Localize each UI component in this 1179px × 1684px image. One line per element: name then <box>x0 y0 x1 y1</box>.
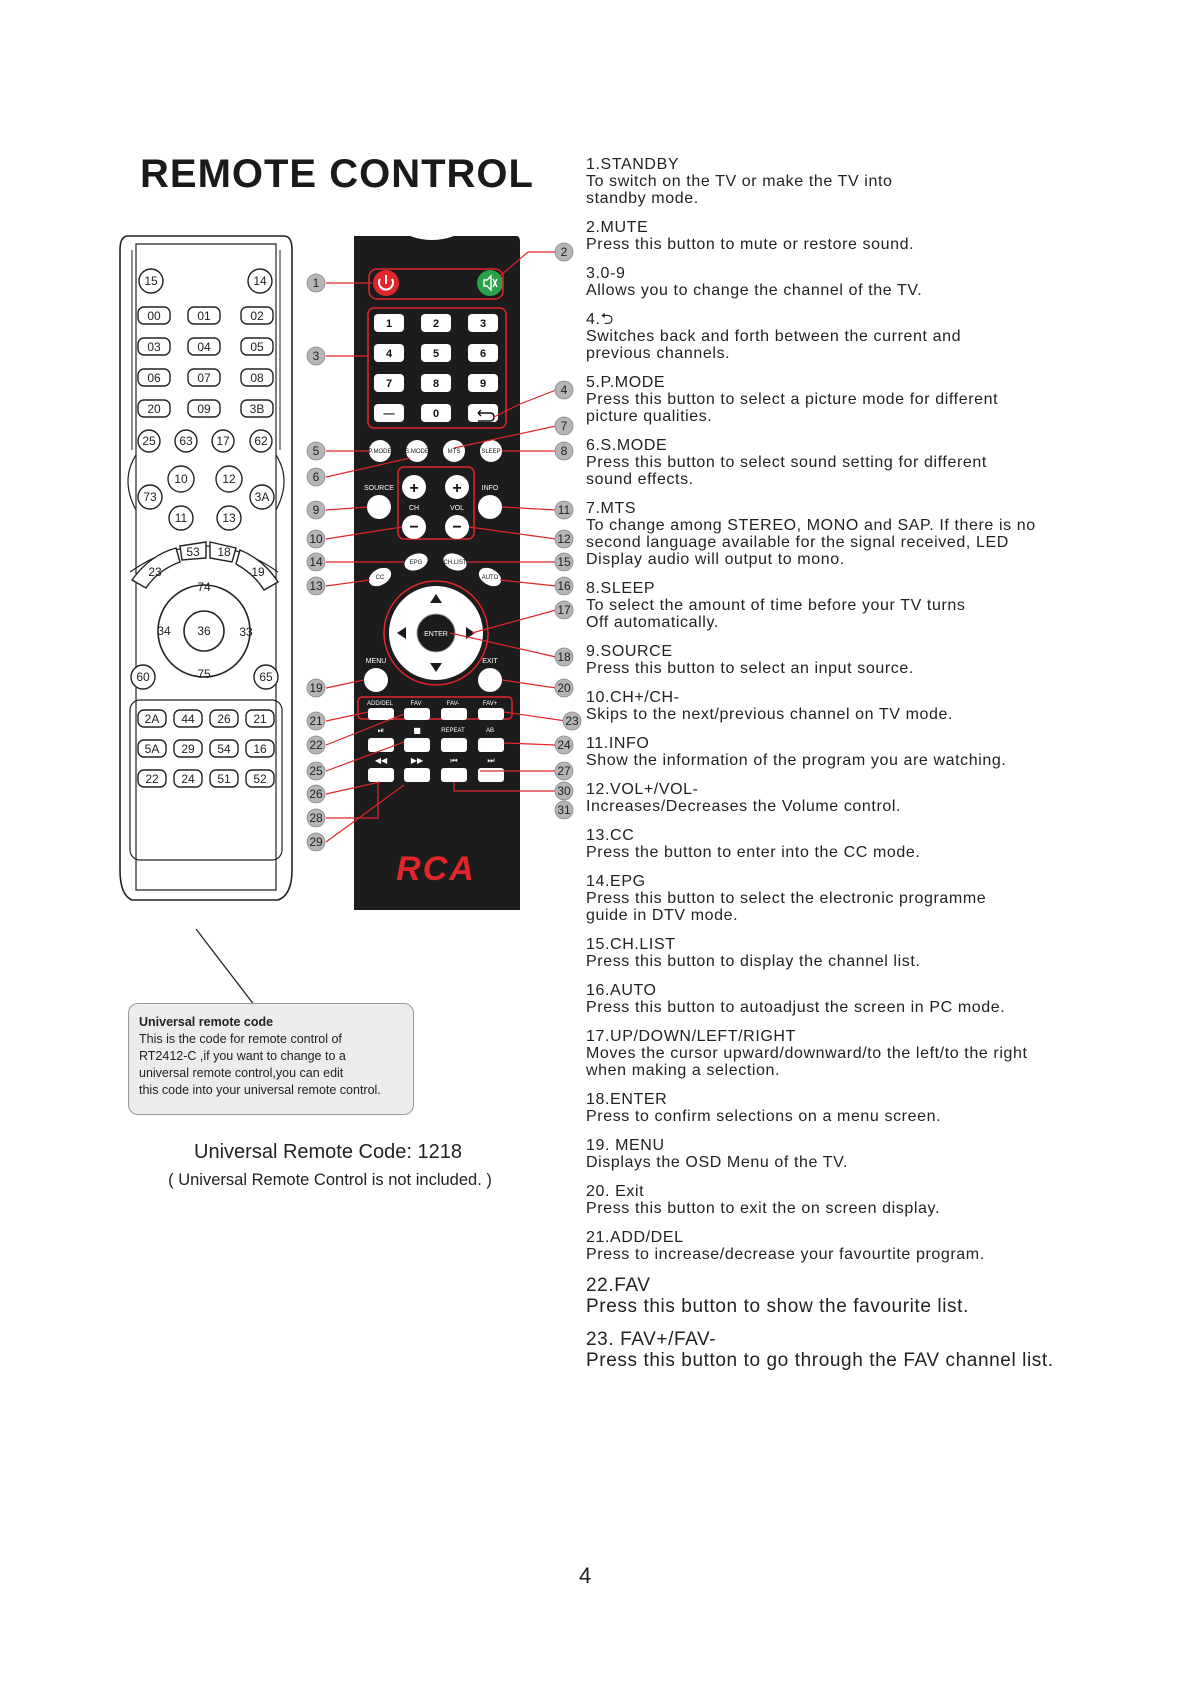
svg-text:73: 73 <box>143 490 157 504</box>
universal-code-box <box>128 1003 414 1115</box>
description-text: standby mode. <box>586 190 699 207</box>
svg-text:6: 6 <box>479 348 487 360</box>
description-item <box>586 1275 1106 1317</box>
description-title: 8.SLEEP <box>586 580 656 597</box>
svg-text:29: 29 <box>181 742 195 756</box>
description-text: Press this button to select the electronic programme <box>586 890 987 907</box>
svg-text:7: 7 <box>385 378 393 390</box>
svg-text:14: 14 <box>253 274 267 288</box>
svg-text:SOURCE: SOURCE <box>364 485 394 492</box>
svg-text:14: 14 <box>309 555 323 569</box>
svg-text:19: 19 <box>251 565 265 579</box>
description-title: 19. MENU <box>586 1137 665 1154</box>
description-text: Skips to the next/previous channel on TV mode. <box>586 706 954 723</box>
svg-text:9: 9 <box>312 503 320 517</box>
svg-text:10: 10 <box>174 472 188 486</box>
description-item <box>586 437 1106 488</box>
svg-text:−: − <box>409 519 419 536</box>
svg-text:4: 4 <box>560 383 568 397</box>
description-text: Press to confirm selections on a menu screen. <box>586 1108 942 1125</box>
universal-code-line: this code into your universal remote control. <box>139 1083 381 1097</box>
description-title: 1.STANDBY <box>586 156 680 173</box>
brand-logo: RCA <box>396 850 476 888</box>
svg-text:15: 15 <box>557 555 571 569</box>
description-text: previous channels. <box>586 345 731 362</box>
svg-text:3B: 3B <box>249 402 265 416</box>
svg-text:24: 24 <box>557 738 571 752</box>
svg-text:+: + <box>452 480 462 497</box>
svg-text:25: 25 <box>142 434 156 448</box>
description-item <box>586 580 1106 631</box>
description-item <box>586 1329 1106 1371</box>
svg-text:21: 21 <box>309 714 323 728</box>
svg-text:08: 08 <box>250 371 264 385</box>
description-item <box>586 827 1106 861</box>
svg-text:CC: CC <box>375 575 385 581</box>
description-text: Press this button to exit the on screen display. <box>586 1200 941 1217</box>
description-text: Press this button to select a picture mode for different <box>586 391 999 408</box>
description-title: 2.MUTE <box>586 219 649 236</box>
description-text: Press the button to enter into the CC mode. <box>586 844 921 861</box>
svg-text:26: 26 <box>217 712 231 726</box>
description-item <box>586 936 1106 970</box>
svg-text:23: 23 <box>565 714 579 728</box>
description-title: 4.⮌ <box>586 311 614 328</box>
svg-text:54: 54 <box>217 742 231 756</box>
description-title: 9.SOURCE <box>586 643 673 660</box>
svg-text:8: 8 <box>432 378 440 390</box>
description-item <box>586 1229 1106 1263</box>
svg-text:10: 10 <box>309 532 323 546</box>
description-text: Allows you to change the channel of the TV. <box>586 282 923 299</box>
description-title: 17.UP/DOWN/LEFT/RIGHT <box>586 1028 796 1045</box>
svg-text:17: 17 <box>216 434 230 448</box>
svg-text:S.MODE: S.MODE <box>405 449 429 455</box>
svg-text:65: 65 <box>259 670 273 684</box>
svg-text:03: 03 <box>147 340 161 354</box>
svg-text:5: 5 <box>432 348 440 360</box>
svg-text:18: 18 <box>217 545 231 559</box>
svg-text:13: 13 <box>309 579 323 593</box>
svg-text:AUTO: AUTO <box>481 575 499 581</box>
description-item <box>586 689 1106 723</box>
svg-text:74: 74 <box>197 580 211 594</box>
page-title: REMOTE CONTROL <box>140 152 534 196</box>
description-text: Moves the cursor upward/downward/to the left/to the right <box>586 1045 1028 1062</box>
description-title: 12.VOL+/VOL- <box>586 781 699 798</box>
page-number: 4 <box>579 1563 592 1588</box>
svg-text:FAV: FAV <box>410 701 422 707</box>
svg-text:34: 34 <box>157 624 171 638</box>
description-text: Switches back and forth between the current and <box>586 328 962 345</box>
svg-text:2: 2 <box>560 245 568 259</box>
svg-text:CH.LIST: CH.LIST <box>443 560 467 566</box>
svg-text:29: 29 <box>309 835 323 849</box>
description-title: 18.ENTER <box>586 1091 668 1108</box>
universal-code-line: RT2412-C ,if you want to change to a <box>139 1049 346 1063</box>
description-title: 21.ADD/DEL <box>586 1229 684 1246</box>
svg-text:02: 02 <box>250 309 264 323</box>
description-text: To change among STEREO, MONO and SAP. If there is no <box>586 517 1036 534</box>
description-item <box>586 1183 1106 1217</box>
svg-text:FAV-: FAV- <box>446 701 460 707</box>
description-item <box>586 311 1106 362</box>
description-item <box>586 500 1106 568</box>
svg-text:44: 44 <box>181 712 195 726</box>
description-title: 23. FAV+/FAV- <box>586 1329 717 1350</box>
description-text: To select the amount of time before your TV turns <box>586 597 966 614</box>
svg-text:16: 16 <box>253 742 267 756</box>
description-item <box>586 873 1106 924</box>
svg-text:INFO: INFO <box>481 485 499 492</box>
svg-text:—: — <box>383 408 395 420</box>
svg-text:11: 11 <box>557 503 571 517</box>
description-text: Press this button to select an input source. <box>586 660 914 677</box>
description-title: 22.FAV <box>586 1275 651 1296</box>
svg-text:52: 52 <box>253 772 267 786</box>
description-title: 6.S.MODE <box>586 437 668 454</box>
svg-text:09: 09 <box>197 402 211 416</box>
svg-text:62: 62 <box>254 434 268 448</box>
svg-text:20: 20 <box>557 681 571 695</box>
svg-text:2: 2 <box>432 318 440 330</box>
description-text: guide in DTV mode. <box>586 907 739 924</box>
svg-text:21: 21 <box>253 712 267 726</box>
universal-remote-note: ( Universal Remote Control is not included. ) <box>168 1171 492 1189</box>
svg-text:00: 00 <box>147 309 161 323</box>
svg-text:−: − <box>452 519 462 536</box>
svg-text:05: 05 <box>250 340 264 354</box>
svg-text:16: 16 <box>557 579 571 593</box>
description-title: 15.CH.LIST <box>586 936 676 953</box>
svg-text:20: 20 <box>147 402 161 416</box>
button-descriptions <box>586 156 1106 1383</box>
description-item <box>586 265 1106 299</box>
svg-text:8: 8 <box>560 444 568 458</box>
description-item <box>586 982 1106 1016</box>
description-text: Press this button to show the favourite list. <box>586 1296 969 1317</box>
description-text: sound effects. <box>586 471 694 488</box>
svg-text:60: 60 <box>136 670 150 684</box>
svg-text:MENU: MENU <box>365 658 387 665</box>
description-title: 14.EPG <box>586 873 646 890</box>
description-text: Press this button to go through the FAV channel list. <box>586 1350 1054 1371</box>
svg-text:12: 12 <box>557 532 571 546</box>
svg-text:P.MODE: P.MODE <box>368 449 392 455</box>
svg-text:◀◀: ◀◀ <box>374 756 388 765</box>
svg-text:⏮: ⏮ <box>450 756 458 765</box>
svg-text:63: 63 <box>179 434 193 448</box>
svg-text:FAV+: FAV+ <box>482 701 498 707</box>
svg-text:SLEEP: SLEEP <box>481 449 501 455</box>
svg-text:25: 25 <box>309 764 323 778</box>
svg-text:2A: 2A <box>144 712 160 726</box>
description-item <box>586 643 1106 677</box>
description-item <box>586 781 1106 815</box>
universal-remote-code: Universal Remote Code: 1218 <box>194 1141 462 1163</box>
svg-text:19: 19 <box>309 681 323 695</box>
description-title: 13.CC <box>586 827 635 844</box>
description-text: To switch on the TV or make the TV into <box>586 173 893 190</box>
svg-text:33: 33 <box>239 625 253 639</box>
description-item <box>586 1091 1106 1125</box>
mute-button[interactable] <box>477 270 503 296</box>
description-item <box>586 735 1106 769</box>
description-text: Press this button to mute or restore sound. <box>586 236 915 253</box>
description-text: Show the information of the program you are watching. <box>586 752 1007 769</box>
svg-text:07: 07 <box>197 371 211 385</box>
svg-text:18: 18 <box>557 650 571 664</box>
svg-text:ENTER: ENTER <box>424 631 448 638</box>
svg-text:75: 75 <box>197 667 211 681</box>
description-item <box>586 219 1106 253</box>
svg-text:3: 3 <box>312 349 320 363</box>
description-title: 10.CH+/CH- <box>586 689 680 706</box>
svg-text:AB: AB <box>485 728 495 734</box>
svg-text:30: 30 <box>557 784 571 798</box>
description-text: Display audio will output to mono. <box>586 551 845 568</box>
description-text: picture qualities. <box>586 408 713 425</box>
svg-text:9: 9 <box>479 378 487 390</box>
svg-text:1: 1 <box>385 318 393 330</box>
svg-text:MTS: MTS <box>447 449 461 455</box>
svg-text:13: 13 <box>222 511 236 525</box>
svg-text:01: 01 <box>197 309 211 323</box>
svg-text:17: 17 <box>557 603 571 617</box>
svg-text:12: 12 <box>222 472 236 486</box>
description-title: 20. Exit <box>586 1183 645 1200</box>
description-text: Off automatically. <box>586 614 719 631</box>
svg-text:1: 1 <box>312 276 320 290</box>
description-text: when making a selection. <box>586 1062 781 1079</box>
svg-text:5A: 5A <box>144 742 160 756</box>
svg-text:36: 36 <box>197 624 211 638</box>
svg-text:15: 15 <box>144 274 158 288</box>
svg-text:24: 24 <box>181 772 195 786</box>
svg-text:22: 22 <box>309 738 323 752</box>
svg-text:5: 5 <box>312 444 320 458</box>
description-text: Displays the OSD Menu of the TV. <box>586 1154 848 1171</box>
svg-text:EXIT: EXIT <box>482 658 498 665</box>
exit-button[interactable] <box>478 668 502 692</box>
svg-text:31: 31 <box>557 803 571 817</box>
svg-text:28: 28 <box>309 811 323 825</box>
svg-text:26: 26 <box>309 787 323 801</box>
svg-text:06: 06 <box>147 371 161 385</box>
svg-text:27: 27 <box>557 764 571 778</box>
description-text: Press this button to display the channel list. <box>586 953 921 970</box>
description-title: 3.0-9 <box>586 265 626 282</box>
description-item <box>586 1137 1106 1171</box>
svg-text:23: 23 <box>148 565 162 579</box>
svg-text:EPG: EPG <box>409 560 423 566</box>
description-item <box>586 1028 1106 1079</box>
universal-code-line: This is the code for remote control of <box>139 1032 342 1046</box>
svg-text:53: 53 <box>186 545 200 559</box>
description-text: Increases/Decreases the Volume control. <box>586 798 902 815</box>
svg-text:51: 51 <box>217 772 231 786</box>
svg-text:ADD/DEL: ADD/DEL <box>366 701 394 707</box>
svg-text:3A: 3A <box>254 490 270 504</box>
svg-text:0: 0 <box>432 408 440 420</box>
svg-text:3: 3 <box>479 318 487 330</box>
universal-code-line: universal remote control,you can edit <box>139 1066 344 1080</box>
description-text: Press this button to autoadjust the screen in PC mode. <box>586 999 1006 1016</box>
description-text: second language available for the signal received, LED <box>586 534 1009 551</box>
description-text: Press to increase/decrease your favourtite program. <box>586 1246 985 1263</box>
svg-text:4: 4 <box>385 348 393 360</box>
description-item <box>586 156 1106 207</box>
description-item <box>586 374 1106 425</box>
svg-text:⏯: ⏯ <box>377 726 385 735</box>
svg-text:REPEAT: REPEAT <box>441 728 465 734</box>
svg-text:7: 7 <box>560 419 568 433</box>
svg-text:22: 22 <box>145 772 159 786</box>
rca-remote <box>354 236 520 910</box>
svg-text:VOL: VOL <box>449 505 465 512</box>
svg-text:⏭: ⏭ <box>487 756 495 765</box>
description-title: 5.P.MODE <box>586 374 666 391</box>
svg-text:CH: CH <box>408 505 420 512</box>
svg-text:▶▶: ▶▶ <box>410 756 424 765</box>
svg-text:■: ■ <box>413 726 421 735</box>
description-title: 16.AUTO <box>586 982 657 999</box>
svg-text:11: 11 <box>174 511 188 525</box>
description-title: 7.MTS <box>586 500 637 517</box>
universal-code-heading: Universal remote code <box>139 1015 274 1029</box>
description-text: Press this button to select sound setting for different <box>586 454 987 471</box>
svg-text:+: + <box>409 480 419 497</box>
svg-text:6: 6 <box>312 470 320 484</box>
description-title: 11.INFO <box>586 735 650 752</box>
menu-button[interactable] <box>364 668 388 692</box>
svg-text:04: 04 <box>197 340 211 354</box>
